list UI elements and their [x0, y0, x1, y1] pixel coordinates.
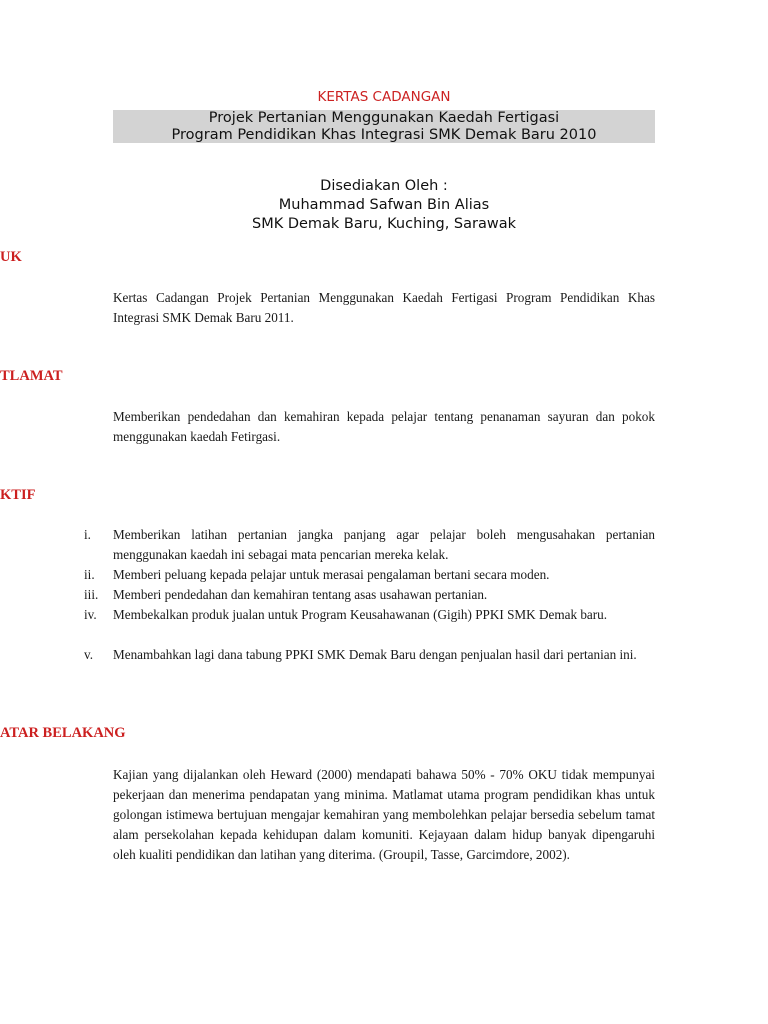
list-item-number: iii. [84, 587, 99, 602]
list-item-text: Memberi peluang kepada pelajar untuk merasai pengalaman bertani secara moden. [113, 567, 550, 582]
list-item-text: Memberikan latihan pertanian jangka panjang agar pelajar boleh mengusahakan pertanian menggunakan kaedah ini sebagai mata pencarian mereka kelak. [113, 527, 655, 562]
section-heading-tajuk: UK [0, 249, 22, 265]
list-item-text: Membekalkan produk jualan untuk Program Keusahawanan (Gigih) PPKI SMK Demak baru. [113, 607, 608, 622]
section-heading-matlamat: TLAMAT [0, 368, 63, 384]
section-heading-latar: ATAR BELAKANG [0, 725, 126, 741]
prepared-by-label: Disediakan Oleh : [320, 178, 448, 194]
matlamat-paragraph: Memberikan pendedahan dan kemahiran kepada pelajar tentang penanaman sayuran dan pokok menggunakan kaedah Fetirgasi. [113, 409, 655, 444]
list-item-number: ii. [84, 567, 95, 582]
section-heading-objektif: KTIF [0, 487, 36, 503]
list-item-number: v. [84, 647, 94, 662]
latar-paragraph: Kajian yang dijalankan oleh Heward (2000) mendapati bahawa 50% - 70% OKU tidak mempunyai pekerjaan dan menerima pendapatan yang minima. Matlamat utama program pendidikan khas untuk golongan istimewa bertujuan mengajar kemahiran yang membolehkan pelajar bersedia sebelum tamat alam persekolahan kepada kehidupan dalam komuniti. Kejayaan dalam hidup banyak dipengaruhi oleh kualiti pendidikan dan latihan yang diterima. (Groupil, Tasse, Garcimdore, 2002). [113, 767, 655, 862]
list-item-number: i. [84, 527, 91, 542]
tajuk-paragraph: Kertas Cadangan Projek Pertanian Menggunakan Kaedah Fertigasi Program Pendidikan Khas Integrasi SMK Demak Baru 2011. [113, 290, 655, 325]
author-name: Muhammad Safwan Bin Alias [278, 197, 490, 213]
prepared-by-block [0, 177, 768, 234]
project-title: Projek Pertanian Menggunakan Kaedah Fertigasi [208, 110, 560, 126]
program-title: Program Pendidikan Khas Integrasi SMK Demak Baru 2010 [171, 126, 597, 143]
list-item-text: Memberi pendedahan dan kemahiran tentang asas usahawan pertanian. [113, 587, 488, 602]
title-banner [113, 110, 655, 143]
list-item-text: Menambahkan lagi dana tabung PPKI SMK Demak Baru dengan penjualan hasil dari pertanian ini. [113, 647, 637, 662]
school-name: SMK Demak Baru, Kuching, Sarawak [252, 216, 516, 232]
document-type-label: KERTAS CADANGAN [317, 89, 451, 105]
list-item-number: iv. [84, 607, 97, 622]
